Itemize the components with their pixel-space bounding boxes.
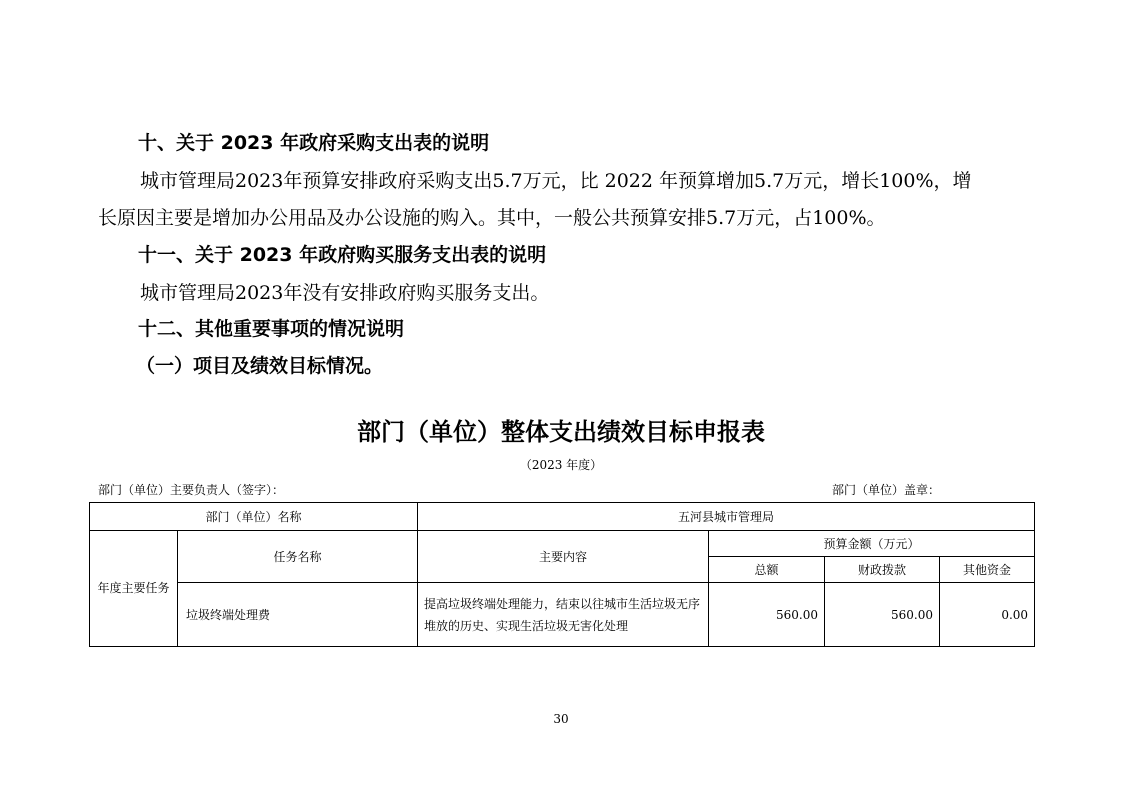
budget-header: 预算金额（万元） [709, 531, 1035, 557]
task-other-cell: 0.00 [940, 583, 1035, 647]
performance-target-table [89, 502, 1035, 647]
other-header: 其他资金 [940, 557, 1035, 583]
form-year: （2023 年度） [519, 458, 603, 472]
main-content-header: 主要内容 [418, 531, 709, 583]
total-header: 总额 [709, 557, 825, 583]
signer-label: 部门（单位）主要负责人（签字）： [98, 483, 285, 497]
dept-name-value: 五河县城市管理局 [418, 503, 1035, 531]
task-content-cell: 提高垃圾终端处理能力，结束以往城市生活垃圾无序堆放的历史、实现生活垃圾无害化处理 [418, 583, 709, 647]
task-total-cell: 560.00 [709, 583, 825, 647]
task-fiscal-cell: 560.00 [825, 583, 940, 647]
seal-label: 部门（单位）盖章： [832, 483, 941, 497]
page-number: 30 [553, 712, 569, 726]
task-name-header: 任务名称 [178, 531, 418, 583]
annual-tasks-label: 年度主要任务 [90, 531, 178, 647]
section-10-heading: 十、关于 2023 年政府采购支出表的说明 [138, 132, 490, 154]
dept-name-label: 部门（单位）名称 [90, 503, 418, 531]
section-11-line-1: 城市管理局2023年没有安排政府购买服务支出。 [140, 282, 550, 304]
section-10-line-1: 城市管理局2023年预算安排政府采购支出5.7万元，比 2022 年预算增加5.7万元，增长100%，增 [140, 170, 972, 192]
section-11-heading: 十一、关于 2023 年政府购买服务支出表的说明 [138, 244, 547, 266]
table-row [90, 583, 1035, 647]
section-12-heading: 十二、其他重要事项的情况说明 [138, 318, 405, 340]
section-12-sub-heading: （一）项目及绩效目标情况。 [136, 355, 384, 377]
fiscal-header: 财政拨款 [825, 557, 940, 583]
section-10-line-2: 长原因主要是增加办公用品及办公设施的购入。其中，一般公共预算安排5.7万元，占100%。 [98, 207, 886, 229]
form-title: 部门（单位）整体支出绩效目标申报表 [357, 418, 765, 446]
task-name-cell: 垃圾终端处理费 [178, 583, 418, 647]
